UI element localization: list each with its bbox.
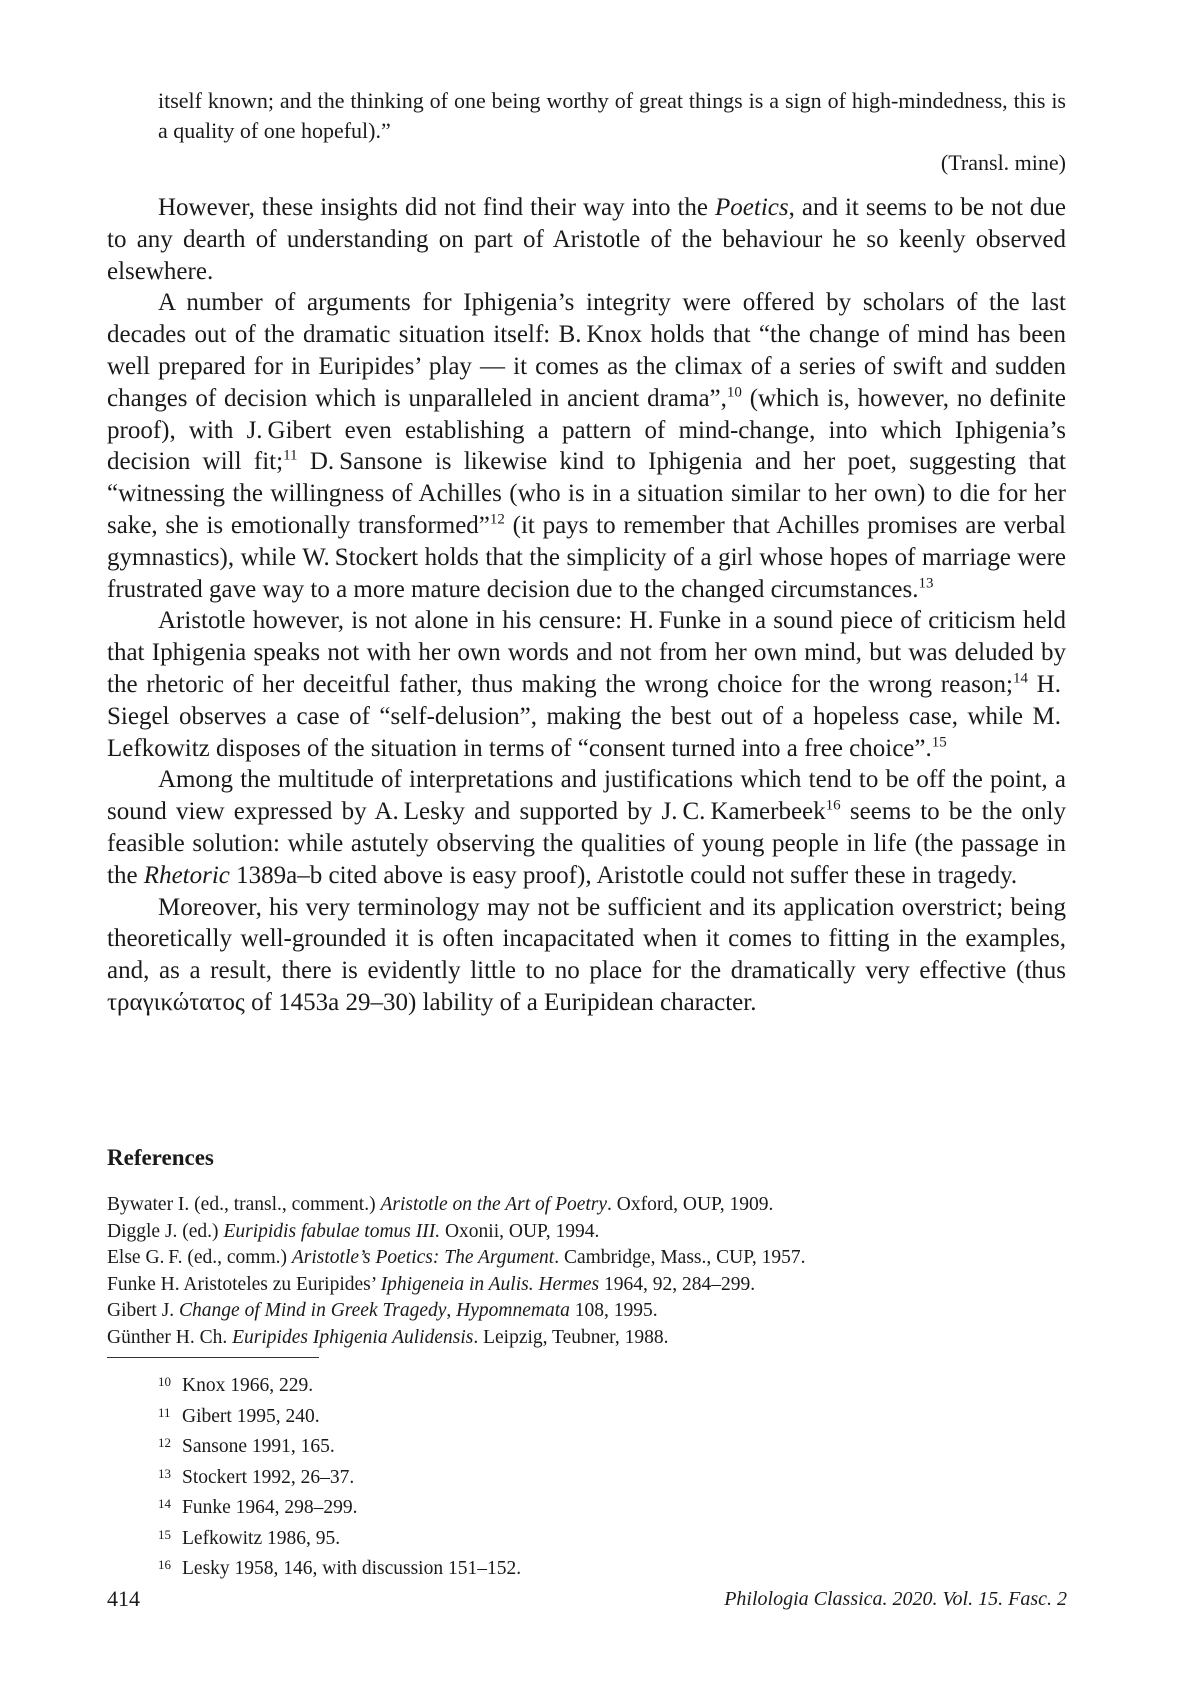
quote-attribution: (Transl. mine) — [940, 150, 1066, 175]
text-run: Aristotle however, is not alone in his censure: H. Funke in a sound piece of criticism held that Iphigenia speaks not with her own words and not from her own mind, but was deluded by the rhetoric of her deceitful father, thus making the wrong choice for the wrong reason; — [107, 607, 1066, 698]
paragraph-2 — [107, 287, 1066, 605]
references-heading: References — [107, 1145, 214, 1170]
text-run: H. Siegel observes a case of “self-delusion”, making the best out of a hopeless case, while M. Lefkowitz disposes of the situation in terms of “consent turned into a free choice”. — [107, 670, 1066, 762]
text-run: seems to be the only feasible solution: while astutely observing the qualities of young people in life (the passage in the — [107, 798, 1066, 889]
reference-item: Else G. F. (ed., comm.) Aristotle’s Poetics: The Argument. Cambridge, Mass., CUP, 1957. — [107, 1247, 806, 1269]
journal-citation: Philologia Classica. 2020. Vol. 15. Fasc. 2 — [724, 1588, 1067, 1610]
paragraph-5 — [107, 892, 1066, 1019]
emphasis: Rhetoric — [143, 861, 230, 889]
text-run: Among the multitude of interpretations and justifications which tend to be off the point, a sound view expressed by A. Lesky and supported by J. C. Kamerbeek — [107, 766, 1066, 826]
footnote-text: Sansone 1991, 165. — [182, 1436, 335, 1457]
paragraph-3 — [107, 605, 1066, 764]
reference-item: Günther H. Ch. Euripides Iphigenia Aulidensis. Leipzig, Teubner, 1988. — [107, 1326, 669, 1348]
footnote-divider — [107, 1357, 319, 1358]
footnote-number: 15 — [158, 1526, 171, 1542]
reference-item: Bywater I. (ed., transl., comment.) Aristotle on the Art of Poetry. Oxford, OUP, 1909. — [107, 1194, 774, 1215]
body-text — [107, 192, 1066, 1019]
paragraph-1 — [107, 192, 1066, 287]
footnote-ref[interactable]: 13 — [918, 575, 934, 592]
footnote-ref[interactable]: 11 — [283, 448, 298, 465]
text-run: (which is, however, no definite proof), with J. Gibert even establishing a pattern of mind-change, into which Iphigenia’s decision will fit; — [107, 384, 1066, 476]
footnote — [158, 1552, 521, 1583]
footnote-number: 12 — [158, 1435, 171, 1450]
footnote-number: 16 — [158, 1557, 171, 1572]
footnote-number: 11 — [158, 1404, 171, 1420]
reference-item: Funke H. Aristoteles zu Euripides’ Iphigeneia in Aulis. Hermes 1964, 92, 284–299. — [107, 1273, 756, 1295]
footnote-number: 13 — [158, 1465, 171, 1481]
footnote — [158, 1522, 521, 1553]
text-run: A number of arguments for Iphigenia’s integrity were offered by scholars of the last decades out of the dramatic situation itself: B. Knox holds that “the change of mind has been well prepared for in Euripides’ play — it comes as the climax of a series of swift and sudden changes of decision which is unparalleled in ancient drama”, — [107, 289, 1066, 412]
footnote-text: Lefkowitz 1986, 95. — [182, 1527, 341, 1549]
footnote-ref[interactable]: 14 — [1012, 670, 1028, 687]
footnote-ref[interactable]: 10 — [726, 384, 742, 401]
paragraph-4 — [107, 764, 1066, 891]
footnote-text: Lesky 1958, 146, with discussion 151–152. — [182, 1558, 522, 1579]
footnote-number: 10 — [158, 1374, 171, 1389]
footnote-text: Gibert 1995, 240. — [182, 1405, 320, 1427]
footnote-text: Knox 1966, 229. — [182, 1375, 314, 1396]
text-run: , and it seems to be not due to any dearth of understanding on part of Aristotle of the behaviour he so keenly observed elsewhere. — [107, 194, 1066, 285]
text-run: D. Sansone is likewise kind to Iphigenia and her poet, suggesting that “witnessing the willingness of Achilles (who is in a situation similar to her own) to die for her sake, she is emotionally transformed” — [107, 448, 1066, 539]
text-run: However, these insights did not find their way into the — [158, 194, 716, 221]
footnote — [158, 1461, 521, 1492]
footnote-ref[interactable]: 12 — [489, 511, 505, 528]
footnote — [158, 1430, 521, 1461]
footnote-ref[interactable]: 16 — [825, 797, 841, 814]
footnotes — [158, 1369, 521, 1583]
page-number: 414 — [107, 1586, 140, 1611]
reference-item: Diggle J. (ed.) Euripidis fabulae tomus III. Oxonii, OUP, 1994. — [107, 1220, 600, 1242]
footnote-text: Stockert 1992, 26–37. — [182, 1466, 355, 1488]
reference-item: Gibert J. Change of Mind in Greek Tragedy, Hypomnemata 108, 1995. — [107, 1300, 658, 1322]
footnote-number: 14 — [158, 1496, 171, 1511]
footnote — [158, 1491, 521, 1522]
footnote-ref[interactable]: 15 — [931, 734, 947, 751]
footnote-text: Funke 1964, 298–299. — [182, 1497, 358, 1518]
emphasis: Poetics — [715, 194, 789, 221]
footnote — [158, 1369, 521, 1400]
block-quote: itself known; and the thinking of one being worthy of great things is a sign of high-mindedness, this is a quality of one hopeful).” — [158, 88, 1066, 143]
text-run: Moreover, his very terminology may not be sufficient and its application overstrict; being theoretically well-grounded it is often incapacitated when it comes to fitting in the examples, and, as a result, there is evidently little to no place for the dramatically very effective (thus τραγικώτατος of 1453a 29–30) lability of a Euripidean character. — [107, 893, 1066, 1016]
text-run: (it pays to remember that Achilles promises are verbal gymnastics), while W. Stockert holds that the simplicity of a girl whose hopes of marriage were frustrated gave way to a more mature decision due to the changed circumstances. — [107, 511, 1066, 603]
text-run: 1389a–b cited above is easy proof), Aristotle could not suffer these in tragedy. — [229, 861, 1018, 889]
references-list — [107, 1192, 1067, 1352]
footnote — [158, 1400, 521, 1431]
